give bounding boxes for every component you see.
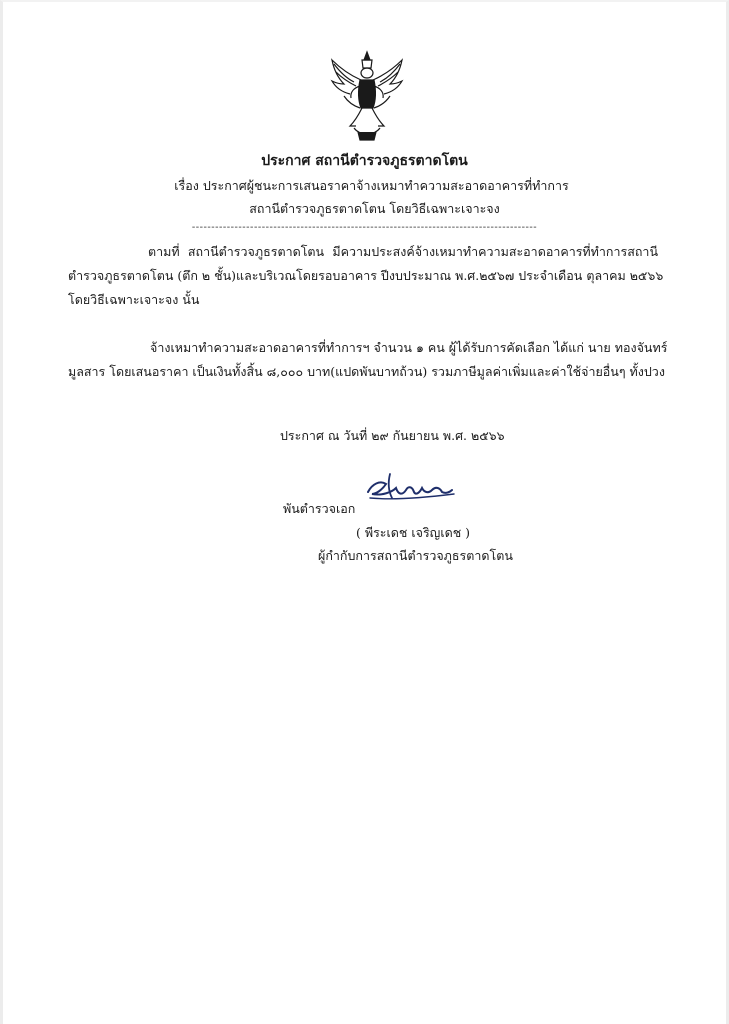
signer-name: ( พีระเดช เจริญเดช ) (356, 525, 471, 540)
paragraph-1-line-2: ตำรวจภูธรตาดโตน (ตึก ๒ ชั้น)และบริเวณโดยรอบอาคาร ปีงบประมาณ พ.ศ.๒๕๖๗ ประจำเดือน ตุลาคม ๒๕๖๖ (68, 268, 664, 283)
paragraph-background (68, 240, 664, 312)
subject-line-1: เรื่อง ประกาศผู้ชนะการเสนอราคาจ้างเหมาทำความสะอาดอาคารที่ทำการ (174, 178, 569, 193)
paragraph-2-line-2: มูลสาร โดยเสนอราคา เป็นเงินทั้งสิ้น ๘,๐๐๐ บาท(แปดพันบาทถ้วน) รวมภาษีมูลค่าเพิ่มและค่าใช้จ่ายอื่นๆ ทั้งปวง (68, 364, 665, 379)
paragraph-1-line-1: ตามที่ สถานีตำรวจภูธรตาดโตน มีความประสงค์จ้างเหมาทำความสะอาดอาคารที่ทำการสถานี (148, 244, 658, 259)
subject-line-2: สถานีตำรวจภูธรตาดโตน โดยวิธีเฉพาะเจาะจง (249, 201, 500, 216)
paragraph-award (68, 336, 668, 384)
signer-position: ผู้กำกับการสถานีตำรวจภูธรตาดโตน (318, 548, 513, 563)
garuda-emblem-icon (324, 50, 410, 142)
handwritten-signature-icon (362, 470, 462, 506)
paragraph-1-line-3: โดยวิธีเฉพาะเจาะจง นั้น (68, 292, 200, 307)
paragraph-2-line-1: จ้างเหมาทำความสะอาดอาคารที่ทำการฯ จำนวน ๑ คน ผู้ได้รับการคัดเลือก ได้แก่ นาย ทองจันทร์ (150, 340, 668, 355)
announcement-title: ประกาศ สถานีตำรวจภูธรตาดโตน (261, 153, 468, 169)
signer-rank: พันตำรวจเอก (283, 501, 356, 516)
issue-date: ประกาศ ณ วันที่ ๒๙ กันยายน พ.ศ. ๒๕๖๖ (280, 428, 505, 443)
section-divider: ----------------------------------------------------------------------------------------- (191, 222, 538, 233)
